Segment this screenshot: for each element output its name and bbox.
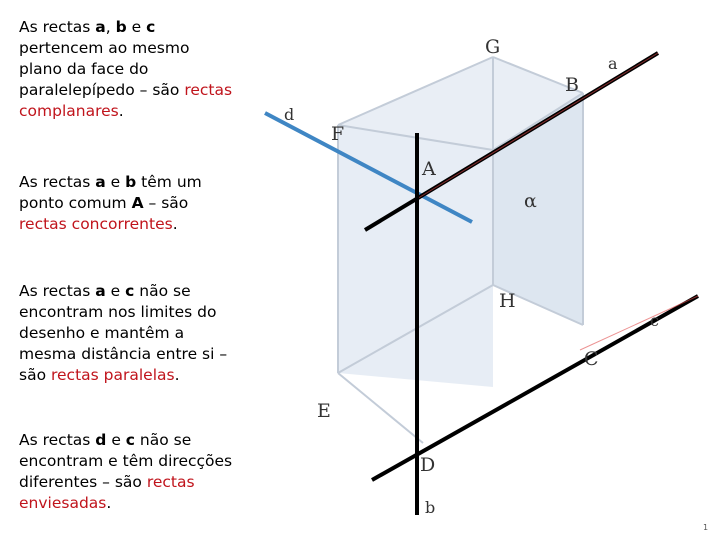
paragraph-4-segment: não se encontram e têm direcções diferentes – são	[19, 431, 233, 491]
paragraph-3-segment: .	[174, 366, 180, 384]
paragraph-concorrentes	[19, 172, 234, 235]
paragraph-3-segment: c	[125, 282, 135, 300]
vertex-label-g: G	[485, 36, 501, 58]
paragraph-2-segment: A	[131, 194, 144, 212]
paragraph-1-segment: b	[115, 18, 127, 36]
line-label-c: c	[650, 311, 659, 330]
paragraph-3-segment: rectas paralelas	[50, 366, 175, 384]
paragraph-enviesadas	[19, 430, 234, 514]
parallelepiped-figure	[250, 25, 710, 525]
paragraph-1-segment: .	[118, 102, 124, 120]
vertex-label-e: E	[317, 400, 331, 422]
paragraph-2-segment: – são	[143, 194, 189, 212]
paragraph-1-segment: As rectas	[19, 18, 96, 36]
paragraph-2-segment: têm um ponto comum	[19, 173, 202, 212]
vertex-label-a: A	[422, 158, 436, 180]
paragraph-4-segment: c	[125, 431, 135, 449]
paragraph-2-segment: a	[95, 173, 106, 191]
paragraph-1-segment: pertencem ao mesmo plano da face do paralelepípedo – são	[19, 39, 190, 99]
vertex-label-d: D	[420, 454, 436, 476]
paragraph-1-segment: ,	[105, 18, 116, 36]
line-label-d: d	[284, 105, 295, 124]
paragraph-complanares	[19, 17, 234, 122]
vertex-label-f: F	[331, 123, 345, 145]
page-number: 1	[703, 523, 709, 532]
paragraph-3-segment: não se encontram nos limites do desenho e mantêm a mesma distância entre si – são	[19, 282, 228, 384]
paragraph-1-segment: a	[95, 18, 106, 36]
paragraph-3-segment: a	[95, 282, 106, 300]
paragraph-2-segment: As rectas	[19, 173, 96, 191]
paragraph-2-segment: rectas concorrentes	[19, 215, 173, 233]
paragraph-4-segment: .	[106, 494, 112, 512]
paragraph-2-segment: .	[172, 215, 178, 233]
vertex-label-b: B	[565, 74, 579, 96]
paragraph-2-segment: b	[125, 173, 137, 191]
line-c-highlight	[580, 296, 698, 350]
paragraph-3-segment: e	[105, 282, 126, 300]
line-label-a: a	[608, 54, 618, 73]
paragraph-4-segment: e	[106, 431, 126, 449]
paragraph-2-segment: e	[105, 173, 126, 191]
paragraph-4-segment: d	[95, 431, 107, 449]
line-label-b: b	[425, 498, 436, 517]
paragraph-1-segment: e	[126, 18, 147, 36]
vertex-label-h: H	[499, 290, 516, 312]
paragraph-paralelas	[19, 281, 234, 386]
paragraph-1-segment: c	[146, 18, 156, 36]
paragraph-3-segment: As rectas	[19, 282, 96, 300]
paragraph-4-segment: As rectas	[19, 431, 96, 449]
plane-label-alpha: α	[524, 190, 537, 212]
paragraph-1-segment: rectas complanares	[19, 81, 233, 120]
vertex-label-c: C	[584, 348, 599, 370]
paragraph-4-segment: rectas enviesadas	[19, 473, 195, 512]
